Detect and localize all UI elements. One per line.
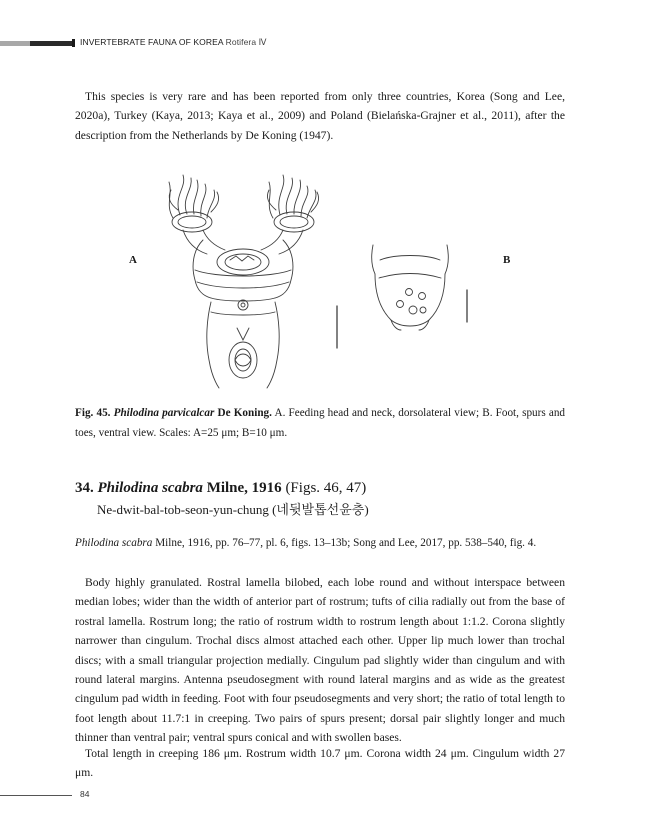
drawing-a-head-neck (169, 175, 337, 388)
caption-fig-number: Fig. 45. (75, 407, 111, 419)
header-bar-dark (30, 41, 72, 46)
caption-species: Philodina parvicalcar (113, 407, 215, 419)
species-figs: (Figs. 46, 47) (285, 480, 367, 496)
species-korean-name (97, 499, 369, 518)
synonymy-text: Milne, 1916, pp. 76–77, pl. 6, figs. 13–13b; Song and Lee, 2017, pp. 538–540, fig. 4. (155, 537, 537, 549)
caption-author: De Koning. (217, 407, 272, 419)
figure-label-a: A (129, 254, 137, 266)
figure-45 (75, 170, 565, 392)
measurements-paragraph: Total length in creeping 186 μm. Rostrum width 10.7 μm. Corona width 24 μm. Cingulum width 27 μm. (75, 747, 565, 780)
korean-hangul: (네뒷발톱선윤충) (272, 502, 369, 517)
drawing-b-foot-spurs (372, 245, 467, 330)
species-number: 34. (75, 480, 94, 496)
running-header-title: INVERTEBRATE FAUNA OF KOREA (80, 37, 224, 47)
synonymy-name: Philodina scabra (75, 537, 153, 549)
korean-romanized: Ne-dwit-bal-tob-seon-yun-chung (97, 502, 269, 517)
rotifer-illustration (75, 170, 565, 392)
species-name: Philodina scabra (97, 480, 203, 496)
figure-caption (75, 403, 565, 443)
intro-paragraph: This species is very rare and has been reported from only three countries, Korea (Song and Lee, 2020a), Turkey (Kaya, 2013; Kaya et al., 2009) and Poland (Bielańska-Grajner et al., 2011), after the description from the Netherlands by De Koning (1947). (75, 90, 565, 142)
page-number: 84 (80, 789, 90, 799)
species-author: Milne, 1916 (206, 480, 282, 496)
running-header-tag: Rotifera Ⅳ (225, 37, 267, 47)
running-header (80, 37, 267, 48)
footer-rule (0, 795, 72, 796)
header-square (72, 39, 75, 47)
description-paragraph: Body highly granulated. Rostral lamella bilobed, each lobe round and without interspace between median lobes; wider than the width of anterior part of rostrum; tufts of cilia radially out from the base of rostral lamella. Rostrum long; the ratio of rostrum width to rostrum length about 1:1.2. Corona slightly narrower than cingulum. Trochal discs almost attached each other. Upper lip much lower than trochal discs; with a small triangular projection medially. Cingulum pad slightly wider than cingulum and with round lateral margins. Antenna pseudosegment with round lateral margins and as wide as the greatest cingulum pad width in feeding. Foot with four pseudosegments and very short; the ratio of total length to foot length about 11.7:1 in creeping. Two pairs of spurs present; dorsal pair slightly longer and much thinner than ventral pair; ventral spurs conical and with swollen bases. (75, 576, 565, 745)
caption-text: A. Feeding head and neck, dorsolateral view; B. Foot, spurs and toes, ventral view. Scales: A=25 μm; B=10 μm. (75, 407, 566, 439)
figure-label-b: B (503, 254, 511, 266)
species-heading (75, 480, 366, 497)
header-bar-light (0, 41, 30, 46)
synonymy (75, 537, 536, 549)
